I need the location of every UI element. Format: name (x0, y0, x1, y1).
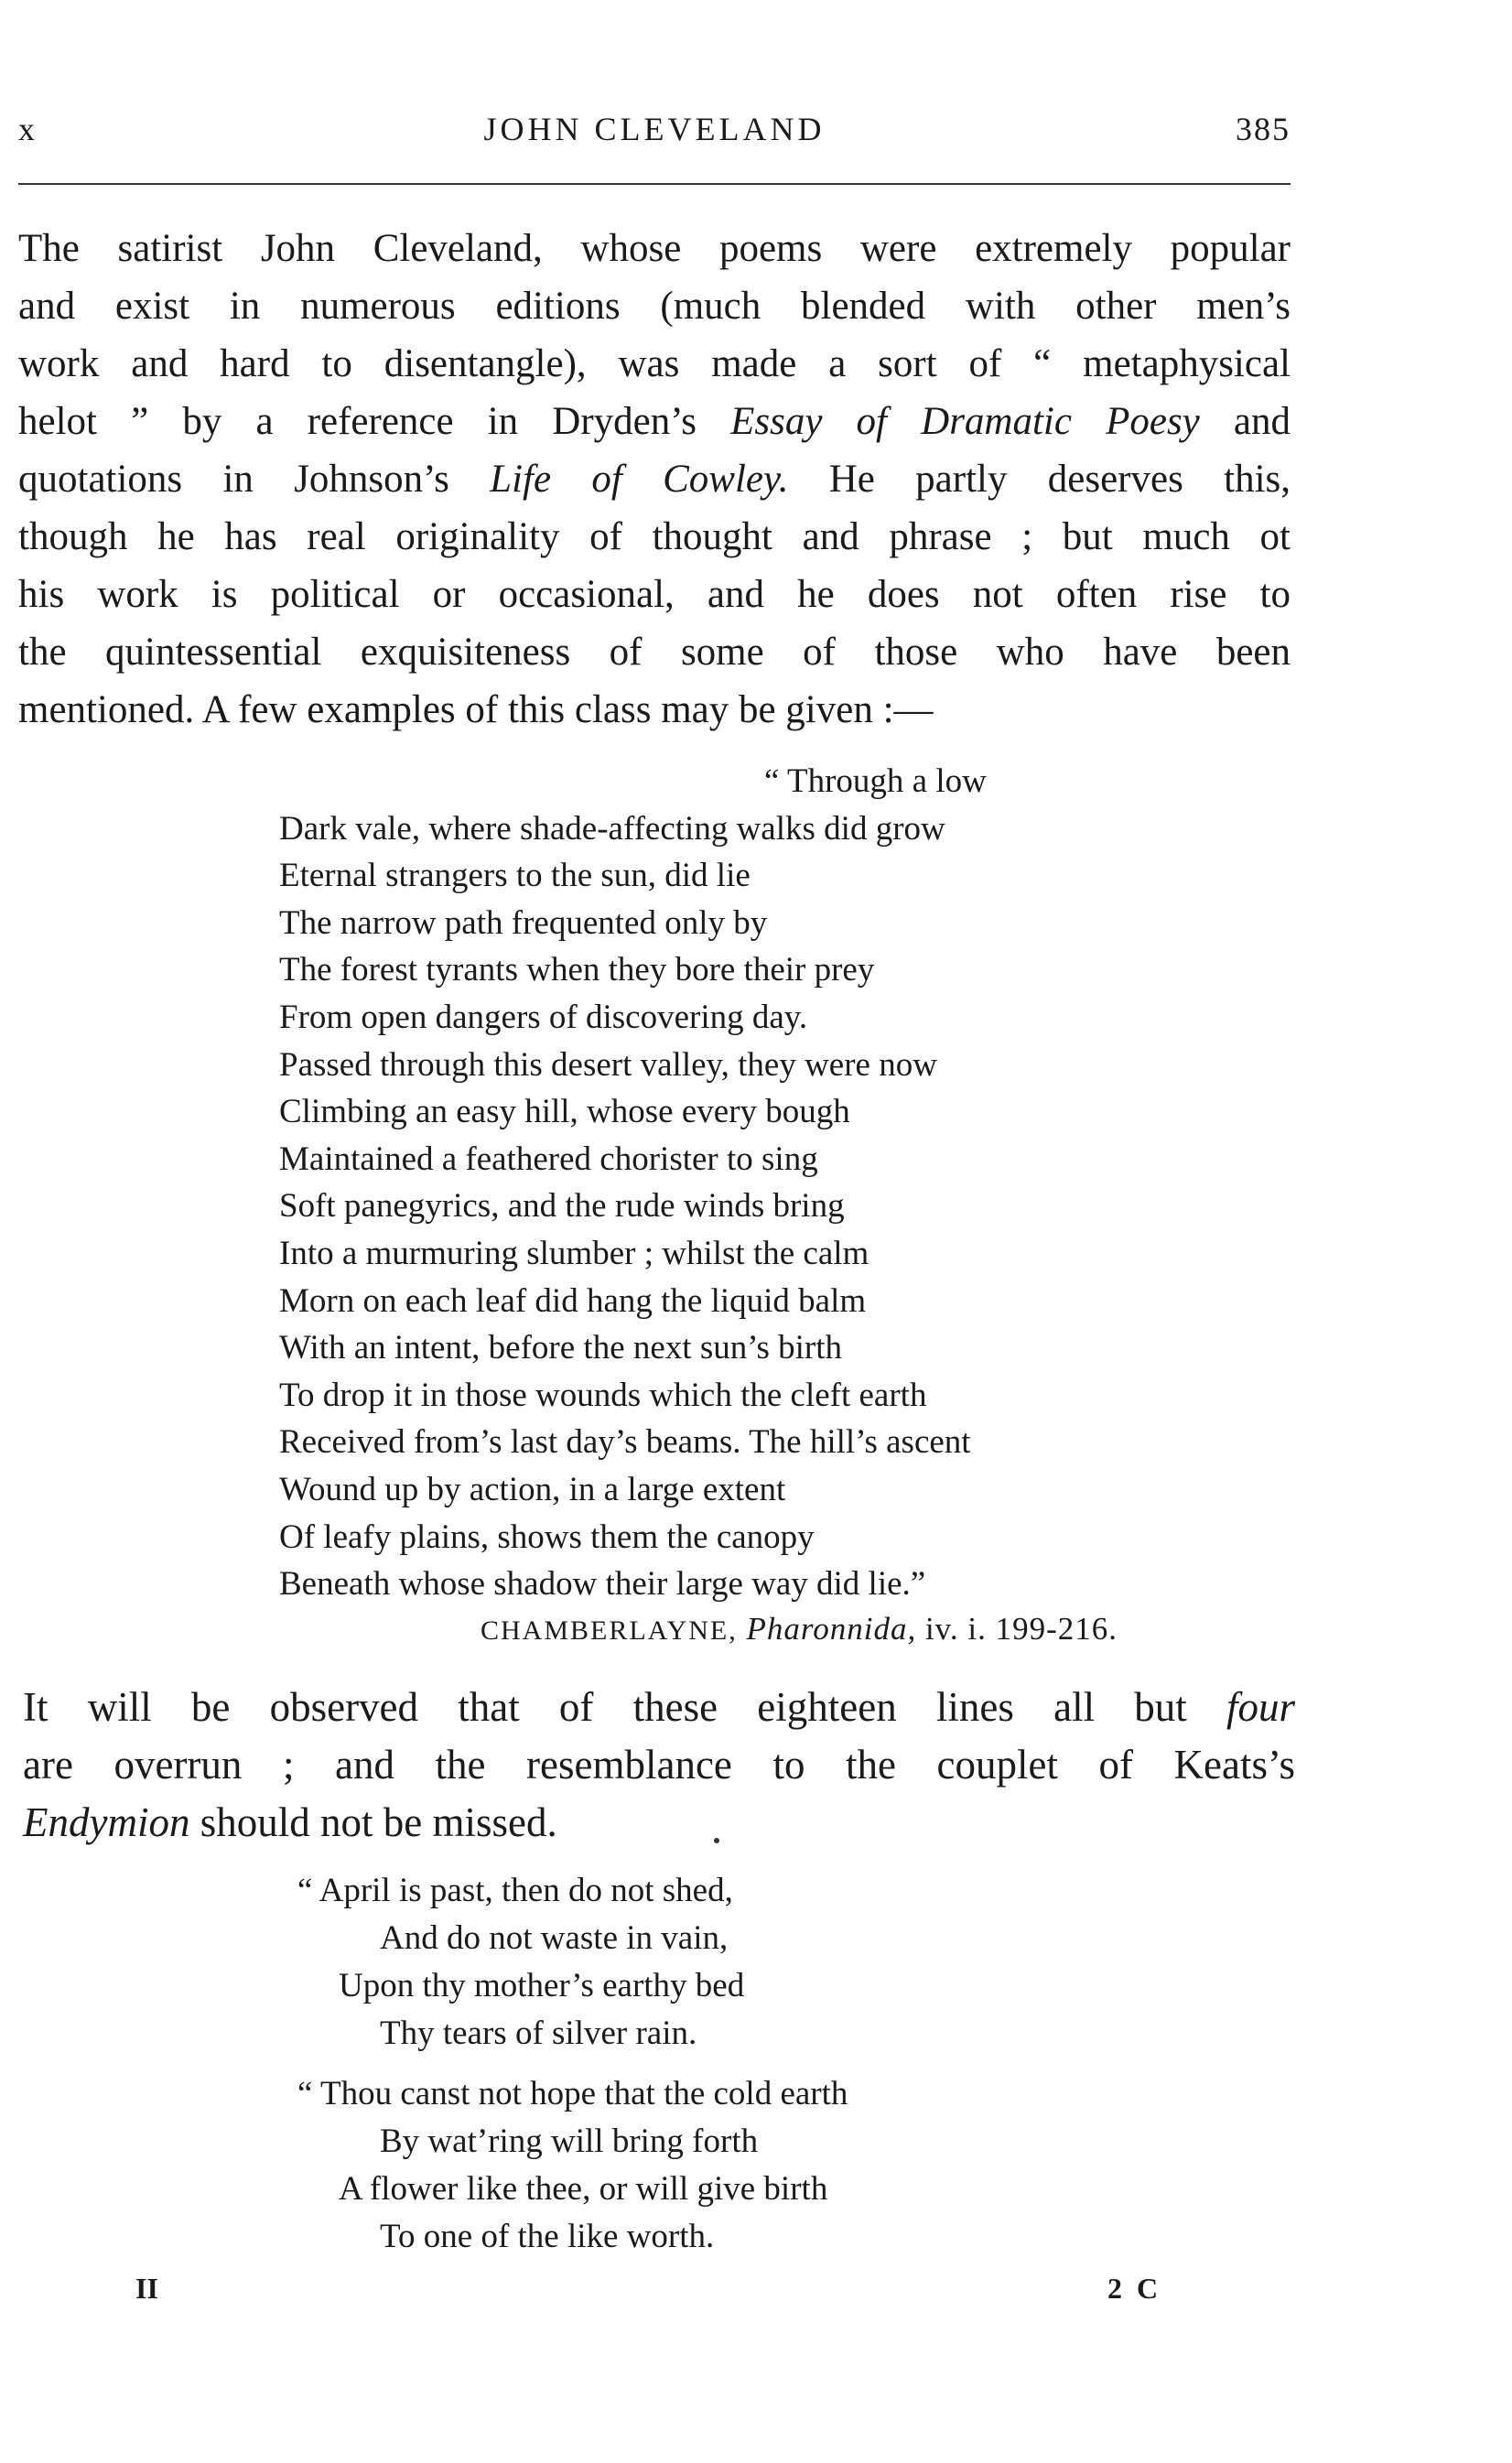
book-title-endymion: Endymion (23, 1799, 190, 1845)
signature-volume-mark: II (135, 2272, 158, 2305)
poem-line: To one of the like worth. (380, 2218, 715, 2255)
attribution-reference: iv. i. 199-216. (916, 1611, 1118, 1647)
header-rule (18, 183, 1291, 185)
page-number: 385 (1236, 111, 1291, 147)
paragraph-line: quotations in Johnson’s Life of Cowley. He partly deserves this, (18, 458, 1291, 501)
poem-line: Dark vale, where shade-affecting walks did grow (279, 809, 945, 848)
paragraph-line: the quintessential exquisiteness of some of those who have been (18, 631, 1291, 674)
print-speck (714, 1838, 719, 1843)
paragraph-line: It will be observed that of these eighteen lines all but four (23, 1684, 1295, 1730)
paragraph-line: mentioned. A few examples of this class may be given :— (18, 688, 934, 731)
paragraph-line: though he has real originality of thought and phrase ; but much ot (18, 515, 1291, 558)
poem-line: Beneath whose shadow their large way did lie.” (279, 1565, 926, 1604)
book-title-life-of-cowley: Life of Cowley. (490, 458, 789, 501)
emphasis-four: four (1226, 1684, 1295, 1730)
poem-line: With an intent, before the next sun’s birth (279, 1329, 843, 1367)
paragraph-line: his work is political or occasional, and he does not often rise to (18, 573, 1291, 616)
poem-line: Maintained a feathered chorister to sing (279, 1140, 818, 1178)
poem-line: And do not waste in vain, (380, 1919, 729, 1957)
paragraph-line: The satirist John Cleveland, whose poems were extremely popular (18, 227, 1291, 270)
poem-line: By wat’ring will bring forth (380, 2123, 759, 2160)
attribution-work: Pharonnida, (746, 1611, 917, 1647)
stanza (297, 1867, 1121, 2058)
section-numeral: x (18, 111, 37, 147)
poem-line: “ Thou canst not hope that the cold earth (297, 2075, 848, 2112)
paragraph-cleveland (18, 220, 1291, 739)
poem-line: Received from’s last day’s beams. The hill’s ascent (279, 1423, 971, 1462)
poem-line: “ April is past, then do not shed, (297, 1872, 733, 1909)
poem-line: Thy tears of silver rain. (380, 2015, 697, 2052)
stanza (297, 2070, 1121, 2261)
poem-pharonnida (279, 758, 1194, 1608)
paragraph-line: Endymion should not be missed. (23, 1799, 557, 1845)
paragraph-overrun (23, 1679, 1295, 1852)
poem-line: Upon thy mother’s earthy bed (339, 1967, 745, 2004)
poem-line: Passed through this desert valley, they were now (279, 1045, 937, 1084)
paragraph-line: are overrun ; and the resemblance to the couplet of Keats’s (23, 1742, 1295, 1788)
attribution-author: CHAMBERLAYNE, (481, 1615, 738, 1646)
poem-line: From open dangers of discovering day. (279, 998, 808, 1036)
poem-line: Into a murmuring slumber ; whilst the calm (279, 1234, 869, 1272)
poem-line: “ Through a low (764, 762, 987, 800)
poem-april (297, 1867, 1121, 2274)
book-title-essay: Essay of Dramatic Poesy (730, 400, 1200, 443)
poem-line: Morn on each leaf did hang the liquid balm (279, 1281, 867, 1320)
poem-line: To drop it in those wounds which the cleft earth (279, 1376, 927, 1414)
poem-line: A flower like thee, or will give birth (339, 2170, 828, 2208)
poem-line: Wound up by action, in a large extent (279, 1470, 786, 1508)
paragraph-line: helot ” by a reference in Dryden’s Essay of Dramatic Poesy and (18, 400, 1291, 443)
paragraph-line: and exist in numerous editions (much blended with other men’s (18, 285, 1291, 328)
poem-line: Soft panegyrics, and the rude winds bring (279, 1187, 845, 1226)
poem-line: The forest tyrants when they bore their prey (279, 951, 875, 989)
poem-attribution (481, 1611, 1118, 1647)
signature-gathering-mark: 2 C (1107, 2272, 1162, 2305)
poem-line: The narrow path frequented only by (279, 903, 768, 942)
poem-line: Of leafy plains, shows them the canopy (279, 1518, 815, 1556)
paragraph-line: work and hard to disentangle), was made a sort of “ metaphysical (18, 342, 1291, 385)
chapter-title: JOHN CLEVELAND (483, 111, 826, 147)
poem-line: Climbing an easy hill, whose every bough (279, 1093, 850, 1131)
poem-line: Eternal strangers to the sun, did lie (279, 857, 751, 895)
running-head (18, 110, 1291, 156)
